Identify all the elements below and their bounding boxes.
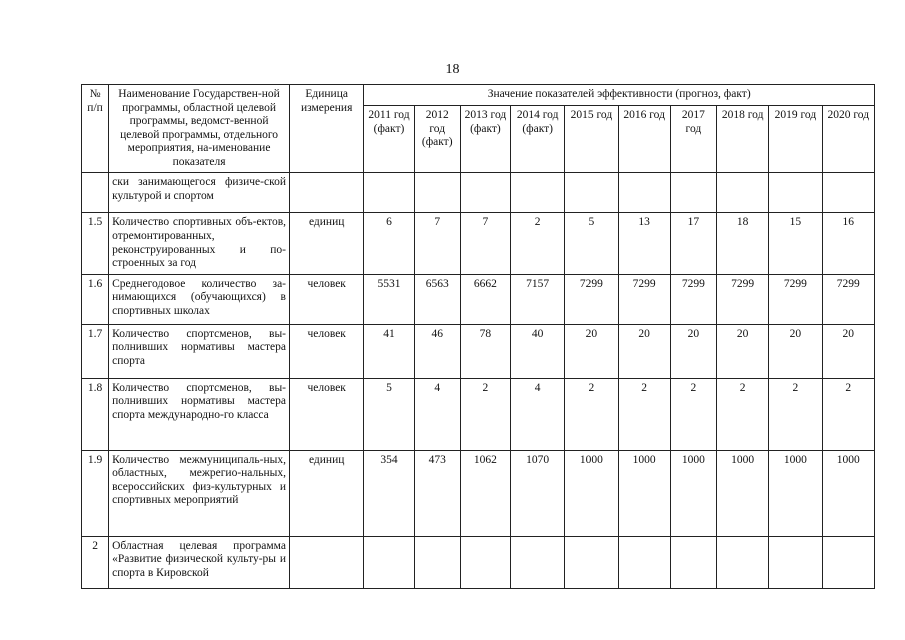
value-cell: 20 xyxy=(670,324,716,378)
table-row xyxy=(82,536,875,588)
value-cell xyxy=(460,536,510,588)
value-cell: 7299 xyxy=(769,274,822,324)
value-cell: 2 xyxy=(670,378,716,450)
row-number: 1.7 xyxy=(82,324,109,378)
value-cell: 6 xyxy=(364,213,414,274)
value-cell: 1000 xyxy=(822,450,874,536)
header-year: 2019 год xyxy=(769,106,822,173)
value-cell xyxy=(822,173,874,213)
value-cell: 15 xyxy=(769,213,822,274)
indicator-name: Количество спортсменов, вы-полнивших нормативы мастера спорта международно-го класса xyxy=(109,378,290,450)
header-unit: Единица измерения xyxy=(290,85,364,173)
value-cell xyxy=(511,536,565,588)
value-cell xyxy=(717,173,769,213)
value-cell xyxy=(364,173,414,213)
value-cell: 2 xyxy=(822,378,874,450)
value-cell xyxy=(769,173,822,213)
value-cell: 1062 xyxy=(460,450,510,536)
indicator-name: ски занимающегося физиче-ской культурой и спортом xyxy=(109,173,290,213)
value-cell: 7299 xyxy=(565,274,618,324)
header-year: 2011 год (факт) xyxy=(364,106,414,173)
value-cell: 1000 xyxy=(769,450,822,536)
value-cell xyxy=(511,173,565,213)
value-cell: 1000 xyxy=(618,450,670,536)
value-cell xyxy=(618,536,670,588)
value-cell: 18 xyxy=(717,213,769,274)
value-cell: 20 xyxy=(769,324,822,378)
row-number: 1.6 xyxy=(82,274,109,324)
value-cell xyxy=(822,536,874,588)
value-cell: 7299 xyxy=(717,274,769,324)
table-row xyxy=(82,173,875,213)
value-cell: 1000 xyxy=(670,450,716,536)
value-cell: 7157 xyxy=(511,274,565,324)
table-row xyxy=(82,324,875,378)
value-cell: 20 xyxy=(717,324,769,378)
value-cell: 473 xyxy=(414,450,460,536)
value-cell: 41 xyxy=(364,324,414,378)
value-cell: 20 xyxy=(822,324,874,378)
value-cell: 7 xyxy=(414,213,460,274)
unit-cell xyxy=(290,536,364,588)
value-cell: 5 xyxy=(565,213,618,274)
value-cell: 5 xyxy=(364,378,414,450)
table-row xyxy=(82,450,875,536)
header-num: № п/п xyxy=(82,85,109,173)
value-cell: 2 xyxy=(618,378,670,450)
value-cell: 6563 xyxy=(414,274,460,324)
value-cell xyxy=(460,173,510,213)
value-cell: 17 xyxy=(670,213,716,274)
unit-cell: единиц xyxy=(290,450,364,536)
header-name: Наименование Государствен-ной программы, областной целевой программы, ведомст-венной целевой программы, отдельного мероприятия, на-именование показателя xyxy=(109,85,290,173)
value-cell: 7299 xyxy=(822,274,874,324)
value-cell xyxy=(670,173,716,213)
indicators-table xyxy=(81,84,875,589)
indicator-name: Среднегодовое количество за-нимающихся (обучающихся) в спортивных школах xyxy=(109,274,290,324)
row-number: 1.5 xyxy=(82,213,109,274)
value-cell: 354 xyxy=(364,450,414,536)
header-year: 2017 год xyxy=(670,106,716,173)
value-cell: 2 xyxy=(511,213,565,274)
value-cell: 7299 xyxy=(670,274,716,324)
header-year: 2020 год xyxy=(822,106,874,173)
value-cell xyxy=(717,536,769,588)
header-year: 2018 год xyxy=(717,106,769,173)
unit-cell: человек xyxy=(290,378,364,450)
header-year: 2013 год (факт) xyxy=(460,106,510,173)
indicator-name: Количество межмуниципаль-ных, областных, межрегио-нальных, всероссийских физ-культурных и спортивных мероприятий xyxy=(109,450,290,536)
value-cell xyxy=(565,536,618,588)
table-row xyxy=(82,378,875,450)
value-cell xyxy=(414,173,460,213)
value-cell: 7 xyxy=(460,213,510,274)
value-cell xyxy=(769,536,822,588)
value-cell: 5531 xyxy=(364,274,414,324)
value-cell: 1000 xyxy=(565,450,618,536)
value-cell: 2 xyxy=(460,378,510,450)
row-number: 1.9 xyxy=(82,450,109,536)
header-year: 2014 год (факт) xyxy=(511,106,565,173)
row-number xyxy=(82,173,109,213)
value-cell: 4 xyxy=(414,378,460,450)
table-row xyxy=(82,213,875,274)
unit-cell: единиц xyxy=(290,213,364,274)
row-number: 1.8 xyxy=(82,378,109,450)
value-cell: 13 xyxy=(618,213,670,274)
value-cell xyxy=(618,173,670,213)
header-year: 2012 год (факт) xyxy=(414,106,460,173)
value-cell: 2 xyxy=(769,378,822,450)
header-year: 2016 год xyxy=(618,106,670,173)
value-cell xyxy=(670,536,716,588)
indicator-name: Количество спортсменов, вы-полнивших нормативы мастера спорта xyxy=(109,324,290,378)
value-cell: 2 xyxy=(565,378,618,450)
value-cell xyxy=(364,536,414,588)
value-cell: 40 xyxy=(511,324,565,378)
indicator-name: Количество спортивных объ-ектов, отремонтированных, реконструированных и по-строенных за год xyxy=(109,213,290,274)
value-cell: 20 xyxy=(565,324,618,378)
value-cell: 1070 xyxy=(511,450,565,536)
table-row xyxy=(82,274,875,324)
value-cell: 1000 xyxy=(717,450,769,536)
value-cell: 46 xyxy=(414,324,460,378)
row-number: 2 xyxy=(82,536,109,588)
value-cell xyxy=(414,536,460,588)
value-cell xyxy=(565,173,618,213)
header-values-group: Значение показателей эффективности (прогноз, факт) xyxy=(364,85,875,106)
value-cell: 16 xyxy=(822,213,874,274)
unit-cell: человек xyxy=(290,324,364,378)
page-number: 18 xyxy=(445,62,460,77)
value-cell: 4 xyxy=(511,378,565,450)
value-cell: 6662 xyxy=(460,274,510,324)
value-cell: 20 xyxy=(618,324,670,378)
unit-cell xyxy=(290,173,364,213)
value-cell: 7299 xyxy=(618,274,670,324)
header-year: 2015 год xyxy=(565,106,618,173)
value-cell: 78 xyxy=(460,324,510,378)
value-cell: 2 xyxy=(717,378,769,450)
indicator-name: Областная целевая программа «Развитие физической культу-ры и спорта в Кировской xyxy=(109,536,290,588)
unit-cell: человек xyxy=(290,274,364,324)
